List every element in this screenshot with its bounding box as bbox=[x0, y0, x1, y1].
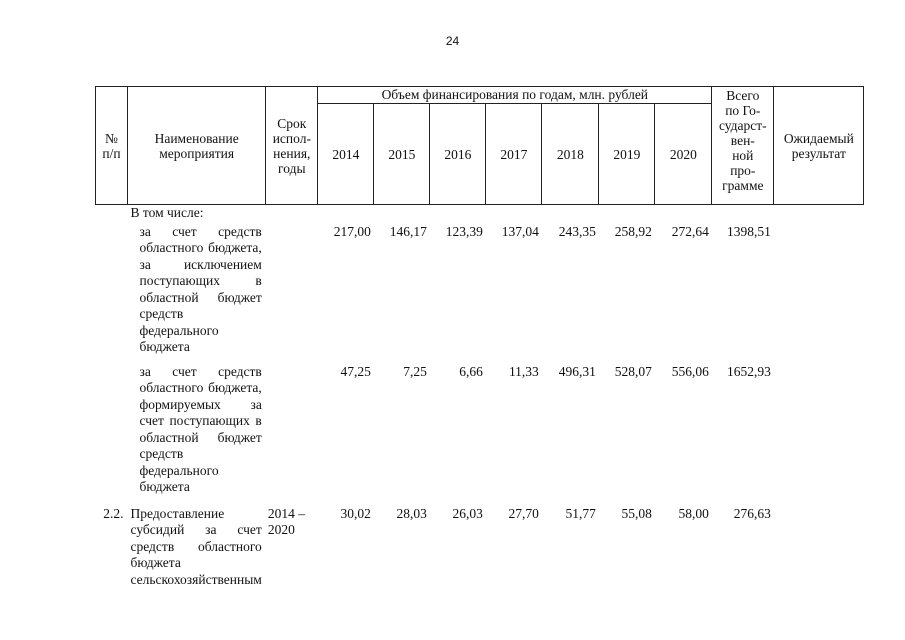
financing-table bbox=[95, 86, 864, 588]
cell-value: 11,33 bbox=[508, 363, 539, 379]
cell-value: 47,25 bbox=[340, 363, 371, 379]
cell-name: за счет средств областного бюджета, формируемых за счет поступающих в областной бюджет средств федерального бюджета bbox=[139, 363, 262, 494]
cell-value: 51,77 bbox=[565, 505, 596, 521]
cell-value: 137,04 bbox=[501, 223, 539, 239]
col-header-num bbox=[96, 87, 128, 205]
cell-term bbox=[266, 356, 318, 496]
col-header-year: 2016 bbox=[430, 104, 486, 205]
cell-value: 123,39 bbox=[445, 223, 483, 239]
header-term-text: Срок испол- нения, годы bbox=[272, 115, 311, 176]
cell-value: 28,03 bbox=[396, 505, 427, 521]
cell-result bbox=[774, 205, 864, 222]
cell-num bbox=[96, 356, 128, 496]
col-header-year: 2018 bbox=[542, 104, 599, 205]
cell-total bbox=[712, 205, 774, 222]
table-row bbox=[96, 205, 864, 222]
cell-value bbox=[542, 205, 599, 222]
cell-value bbox=[599, 205, 655, 222]
cell-value: 27,70 bbox=[508, 505, 539, 521]
cell-value: 55,08 bbox=[621, 505, 652, 521]
cell-value: 528,07 bbox=[614, 363, 652, 379]
cell-value: 58,00 bbox=[678, 505, 709, 521]
header-num-text: № п/п bbox=[102, 130, 121, 161]
cell-num bbox=[96, 222, 128, 356]
col-header-name bbox=[128, 87, 266, 205]
cell-value bbox=[374, 205, 430, 222]
cell-value: 556,06 bbox=[671, 363, 709, 379]
cell-name: за счет средств областного бюджета, за исключением поступающих в областной бюджет средств федерального бюджета bbox=[139, 223, 262, 354]
cell-term bbox=[266, 222, 318, 356]
cell-value: 7,25 bbox=[403, 363, 427, 379]
cell-result bbox=[774, 496, 864, 589]
cell-num bbox=[96, 205, 128, 222]
cell-value bbox=[430, 205, 486, 222]
table-row bbox=[96, 222, 864, 356]
cell-value: 26,03 bbox=[452, 505, 483, 521]
cell-term: 2014 – 2020 bbox=[267, 505, 305, 537]
cell-value: 6,66 bbox=[459, 363, 483, 379]
cell-value: 146,17 bbox=[389, 223, 427, 239]
col-header-term bbox=[266, 87, 318, 205]
cell-value: 272,64 bbox=[671, 223, 709, 239]
table-body bbox=[96, 205, 864, 589]
cell-total: 276,63 bbox=[733, 505, 771, 521]
header-name-text: Наименование мероприятия bbox=[154, 130, 239, 161]
cell-name: Предоставление субсидий за счет средств областного бюджета сельскохозяйственным bbox=[130, 505, 262, 587]
col-header-result bbox=[774, 87, 864, 205]
table-row bbox=[96, 356, 864, 496]
col-header-year: 2017 bbox=[486, 104, 542, 205]
col-header-year: 2020 bbox=[655, 104, 712, 205]
col-header-year: 2019 bbox=[599, 104, 655, 205]
cell-value bbox=[318, 205, 374, 222]
col-header-year: 2014 bbox=[318, 104, 374, 205]
cell-name: В том числе: bbox=[130, 205, 204, 220]
cell-value: 243,35 bbox=[558, 223, 596, 239]
col-header-financing: Объем финансирования по годам, млн. рублей bbox=[318, 87, 712, 104]
cell-total: 1652,93 bbox=[726, 363, 771, 379]
header-result-text: Ожидаемый результат bbox=[783, 130, 854, 161]
cell-total: 1398,51 bbox=[726, 223, 771, 239]
cell-num: 2.2. bbox=[103, 505, 124, 521]
cell-value bbox=[486, 205, 542, 222]
cell-value: 258,92 bbox=[614, 223, 652, 239]
cell-value: 30,02 bbox=[340, 505, 371, 521]
table-row bbox=[96, 496, 864, 589]
cell-value: 217,00 bbox=[333, 223, 371, 239]
col-header-total bbox=[712, 87, 774, 205]
cell-value: 496,31 bbox=[558, 363, 596, 379]
cell-result bbox=[774, 222, 864, 356]
cell-result bbox=[774, 356, 864, 496]
cell-value bbox=[655, 205, 712, 222]
page-number: 24 bbox=[445, 34, 460, 48]
col-header-year: 2015 bbox=[374, 104, 430, 205]
header-total-text: Всего по Го- сударст- вен- ной про- грамме bbox=[718, 88, 767, 193]
